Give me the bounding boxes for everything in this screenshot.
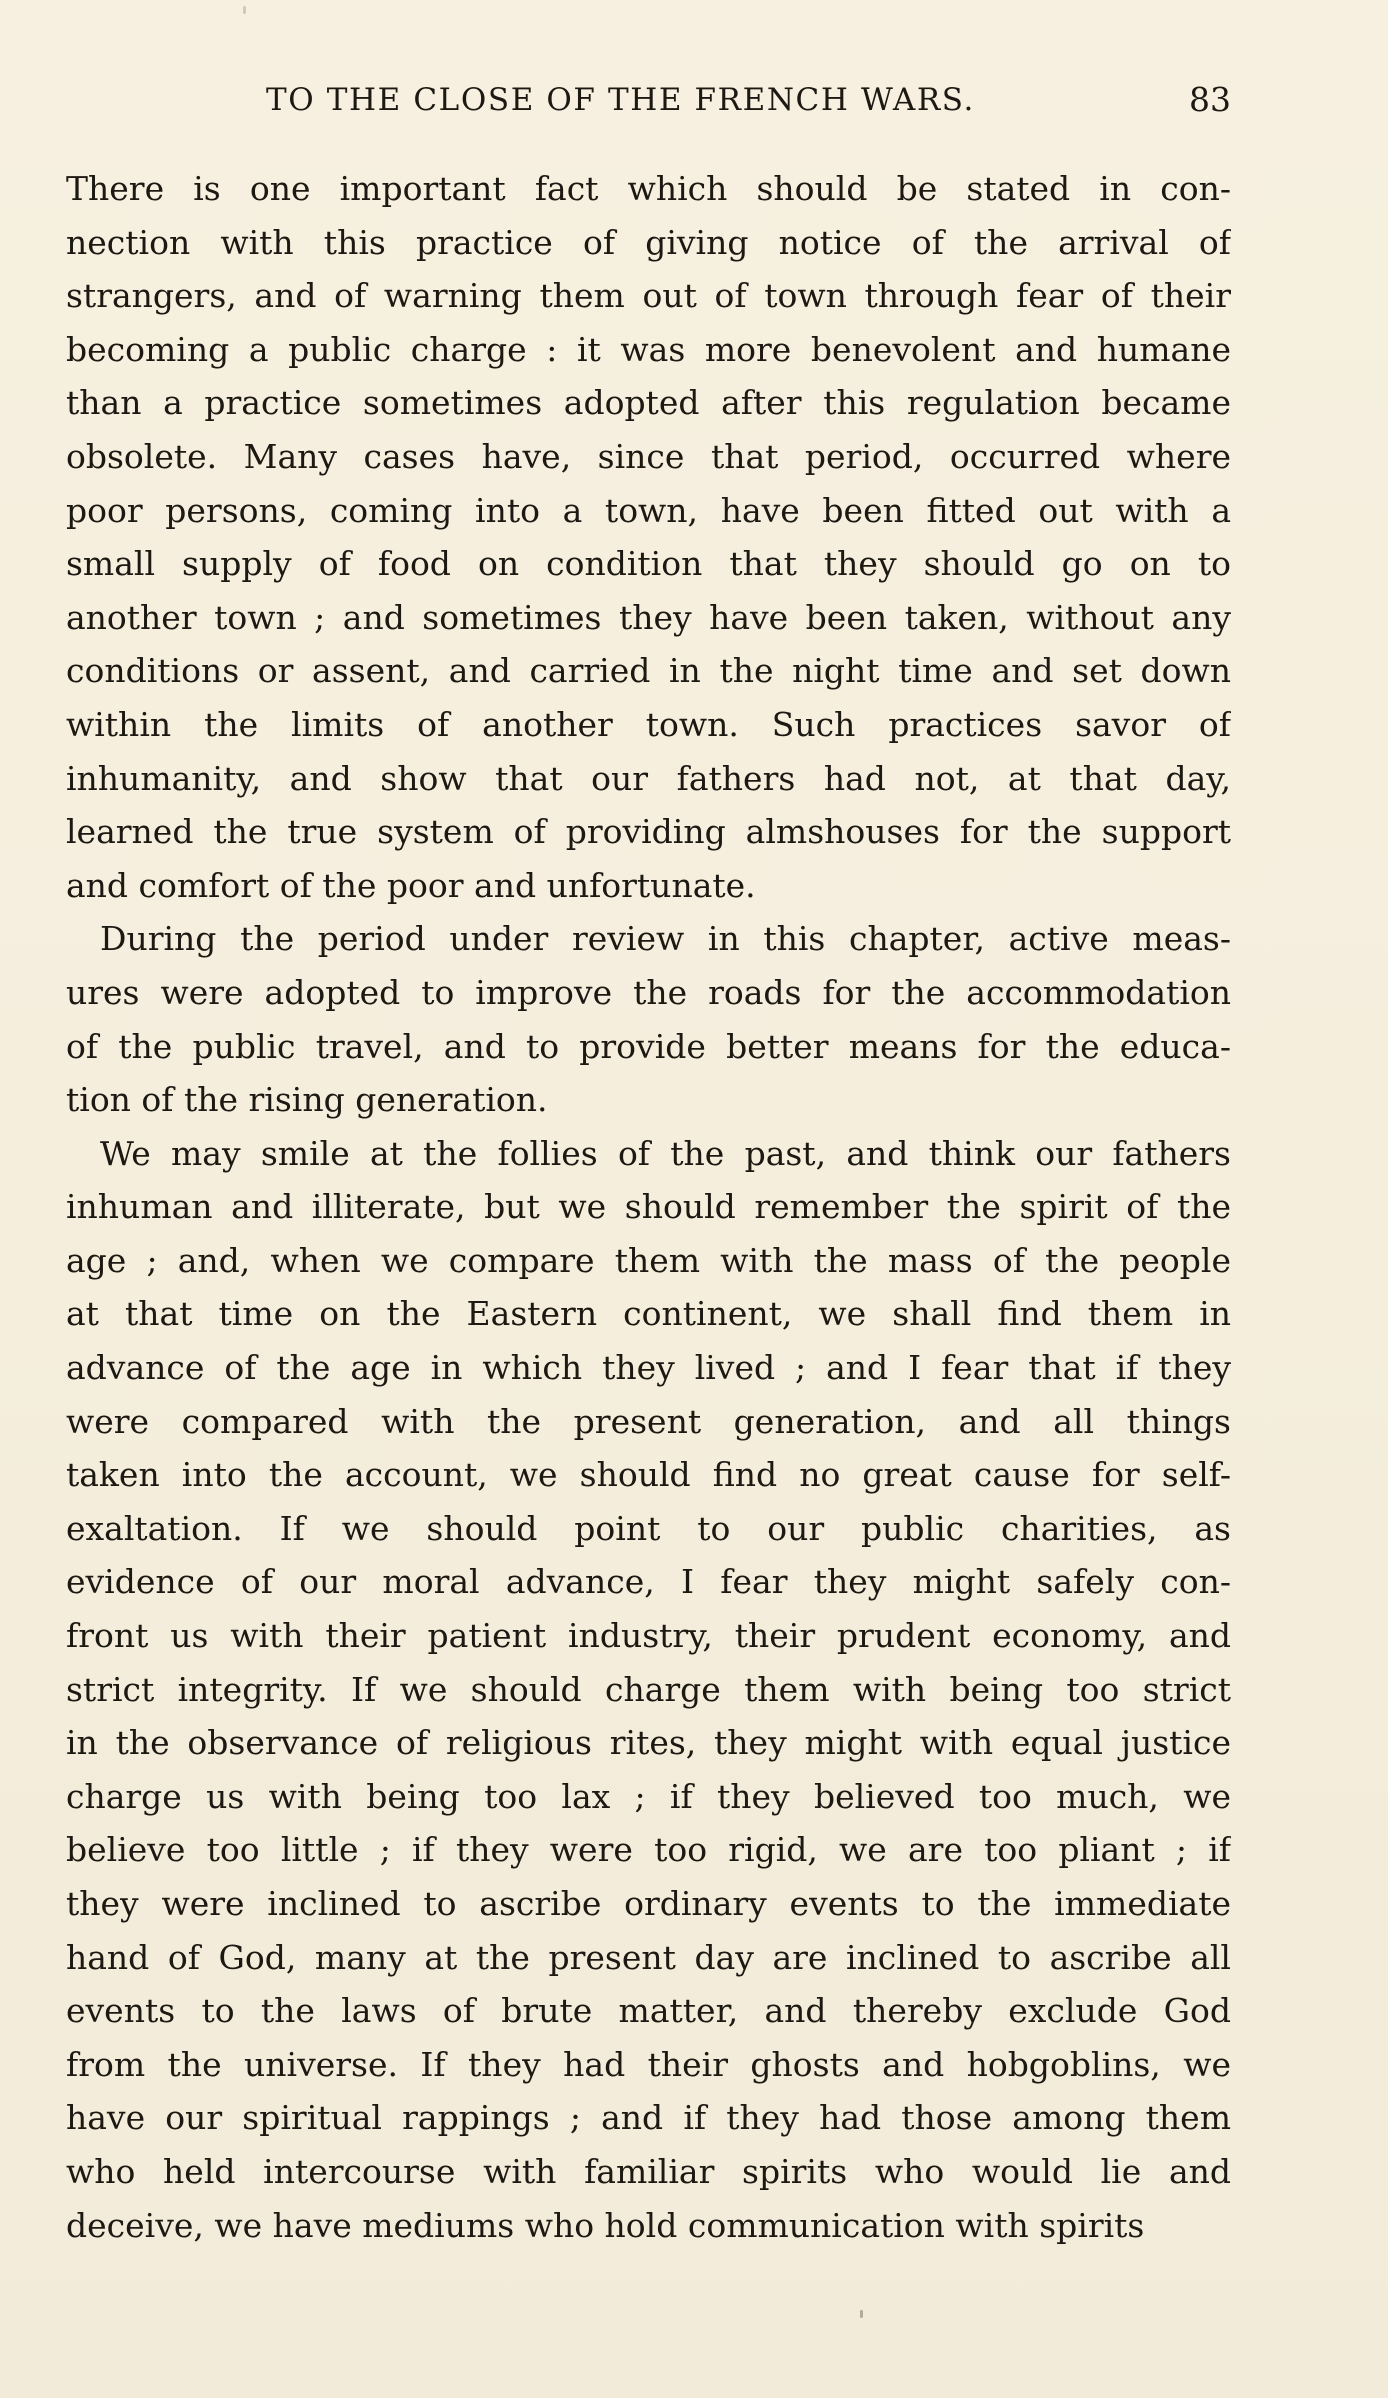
text-line: obsolete. Many cases have, since that period, occurred where	[66, 436, 1231, 476]
text-line: were compared with the present generation, and all things	[66, 1401, 1231, 1441]
page-number: 83	[1189, 80, 1231, 119]
text-line: believe too little ; if they were too rigid, we are too pliant ; if	[66, 1830, 1231, 1870]
text-line: tion of the rising generation.	[66, 1080, 548, 1120]
text-line: in the observance of religious rites, they might with equal justice	[66, 1723, 1231, 1763]
text-line: taken into the account, we should find no great cause for self-	[66, 1455, 1231, 1495]
text-line: During the period under review in this chapter, active meas-	[100, 919, 1231, 959]
text-line: deceive, we have mediums who hold communication with spirits	[66, 2205, 1145, 2245]
ink-speck	[243, 6, 246, 14]
text-line: There is one important fact which should be stated in con-	[66, 169, 1231, 208]
text-line: ures were adopted to improve the roads for the accommodation	[66, 972, 1231, 1012]
text-line: exaltation. If we should point to our public charities, as	[66, 1508, 1231, 1548]
paragraph	[66, 912, 1231, 1126]
text-line: have our spiritual rappings ; and if they had those among them	[66, 2098, 1231, 2138]
text-line: they were inclined to ascribe ordinary events to the immediate	[66, 1884, 1231, 1923]
text-line: poor persons, coming into a town, have been fitted out with a	[66, 490, 1231, 530]
paragraph	[66, 162, 1231, 912]
text-line: strict integrity. If we should charge them with being too strict	[66, 1669, 1231, 1709]
text-line: who held intercourse with familiar spirits who would lie and	[66, 2151, 1231, 2191]
paragraph	[66, 1127, 1231, 2252]
text-line: inhumanity, and show that our fathers had not, at that day,	[66, 758, 1231, 798]
text-line: within the limits of another town. Such practices savor of	[66, 704, 1231, 744]
text-line: age ; and, when we compare them with the mass of the people	[66, 1240, 1231, 1280]
text-line: and comfort of the poor and unfortunate.	[66, 865, 756, 905]
text-line: events to the laws of brute matter, and thereby exclude God	[66, 1991, 1231, 2031]
text-line: from the universe. If they had their ghosts and hobgoblins, we	[66, 2044, 1231, 2084]
text-line: of the public travel, and to provide better means for the educa-	[66, 1026, 1231, 1066]
running-header	[66, 78, 1231, 122]
text-line: small supply of food on condition that they should go on to	[66, 544, 1231, 584]
text-line: becoming a public charge : it was more benevolent and humane	[66, 329, 1231, 369]
text-line: at that time on the Eastern continent, we shall find them in	[66, 1294, 1231, 1334]
text-line: than a practice sometimes adopted after this regulation became	[66, 383, 1231, 423]
text-line: nection with this practice of giving notice of the arrival of	[66, 222, 1231, 262]
body-text	[66, 162, 1231, 2252]
text-line: another town ; and sometimes they have been taken, without any	[66, 597, 1231, 637]
ink-speck	[860, 2310, 863, 2318]
running-title: TO THE CLOSE OF THE FRENCH WARS.	[266, 82, 975, 118]
text-line: inhuman and illiterate, but we should remember the spirit of the	[66, 1187, 1231, 1227]
text-line: hand of God, many at the present day are inclined to ascribe all	[66, 1937, 1231, 1977]
text-line: evidence of our moral advance, I fear they might safely con-	[66, 1562, 1231, 1602]
text-line: We may smile at the follies of the past, and think our fathers	[100, 1133, 1231, 1173]
text-line: advance of the age in which they lived ; and I fear that if they	[66, 1348, 1231, 1388]
text-line: conditions or assent, and carried in the night time and set down	[66, 651, 1231, 691]
text-line: charge us with being too lax ; if they believed too much, we	[66, 1776, 1231, 1816]
text-line: strangers, and of warning them out of town through fear of their	[66, 276, 1231, 316]
text-line: learned the true system of providing almshouses for the support	[66, 812, 1231, 852]
text-line: front us with their patient industry, their prudent economy, and	[66, 1616, 1231, 1656]
